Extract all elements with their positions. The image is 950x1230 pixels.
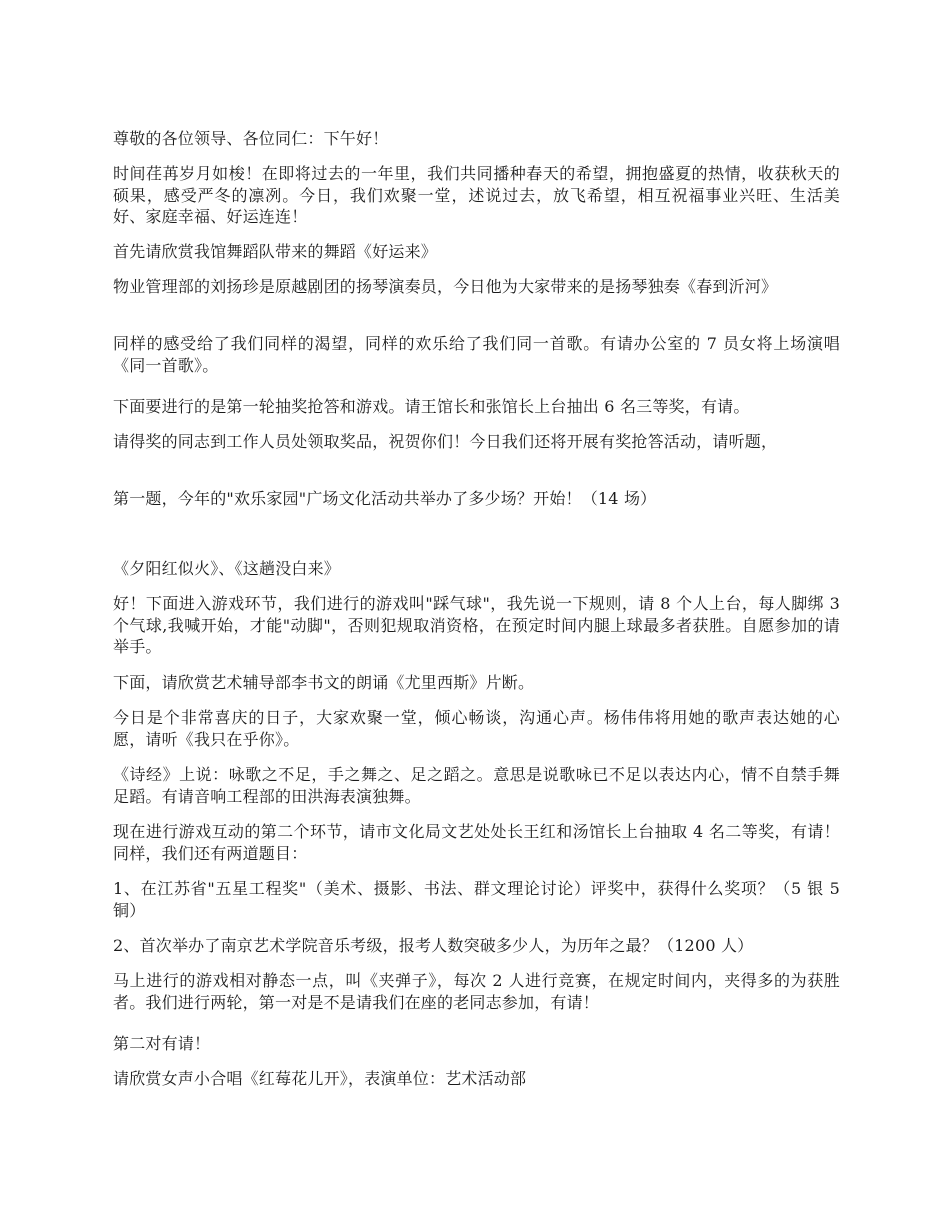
question-three-paragraph: 2、首次举办了南京艺术学院音乐考级，报考人数突破多少人，为历年之最？（1200 人） [113, 936, 754, 955]
solo-song-paragraph: 今日是个非常喜庆的日子，大家欢聚一堂，倾心畅谈，沟通心声。杨伟伟将用她的歌声表达她的心愿，请听《我只在乎你》。 [113, 708, 840, 749]
chorus-paragraph: 请欣赏女声小合唱《红莓花儿开》，表演单位：艺术活动部 [113, 1069, 527, 1088]
document-page [113, 0, 840, 1230]
marble-game-paragraph: 马上进行的游戏相对静态一点，叫《夹弹子》，每次 2 人进行竞赛，在规定时间内，夹得多的为获胜者。我们进行两轮，第一对是不是请我们在座的老同志参加，有请！ [113, 971, 840, 1012]
prize-collection-paragraph: 请得奖的同志到工作人员处领取奖品，祝贺你们！今日我们还将开展有奖抢答活动，请听题， [113, 432, 778, 451]
song-titles-paragraph: 《夕阳红似火》、《这趟没白来》 [113, 559, 341, 578]
program-song-paragraph: 同样的感受给了我们同样的渴望，同样的欢乐给了我们同一首歌。有请办公室的 7 员女将上场演唱《同一首歌》。 [113, 334, 840, 375]
solo-dance-paragraph: 《诗经》上说：咏歌之不足，手之舞之、足之蹈之。意思是说歌咏已不足以表达内心，情不自禁手舞足蹈。有请音响工程部的田洪海表演独舞。 [113, 765, 840, 806]
second-pair-paragraph: 第二对有请！ [113, 1034, 211, 1053]
question-two-paragraph: 1、在江苏省"五星工程奖"（美术、摄影、书法、群文理论讨论）评奖中，获得什么奖项？（5 银 5 铜） [113, 879, 840, 920]
program-dance-paragraph: 首先请欣赏我馆舞蹈队带来的舞蹈《好运来》 [113, 242, 438, 261]
lottery-round-two-paragraph: 现在进行游戏互动的第二个环节，请市文化局文艺处处长王红和汤馆长上台抽取 4 名二等奖，有请！同样，我们还有两道题目： [113, 822, 840, 863]
balloon-game-paragraph: 好！下面进入游戏环节，我们进行的游戏叫"踩气球"，我先说一下规则，请 8 个人上台，每人脚绑 3 个气球,我喊开始，才能"动脚"，否则犯规取消资格，在预定时间内腿上球最多者获胜。自愿参加的请举手。 [113, 594, 840, 656]
recitation-paragraph: 下面，请欣赏艺术辅导部李书文的朗诵《尤里西斯》片断。 [113, 673, 535, 692]
program-yangqin-paragraph: 物业管理部的刘扬珍是原越剧团的扬琴演奏员，今日他为大家带来的是扬琴独奏《春到沂河》 [113, 277, 778, 296]
opening-paragraph: 时间荏苒岁月如梭！在即将过去的一年里，我们共同播种春天的希望，拥抱盛夏的热情，收获秋天的硕果，感受严冬的凛冽。今日，我们欢聚一堂，述说过去，放飞希望，相互祝福事业兴旺、生活美好、家庭幸福、好运连连！ [113, 164, 840, 226]
question-one-paragraph: 第一题，今年的"欢乐家园"广场文化活动共举办了多少场？开始！（14 场） [113, 489, 657, 508]
lottery-round-one-paragraph: 下面要进行的是第一轮抽奖抢答和游戏。请王馆长和张馆长上台抽出 6 名三等奖，有请。 [113, 397, 750, 416]
greeting-paragraph: 尊敬的各位领导、各位同仁：下午好！ [113, 129, 389, 148]
